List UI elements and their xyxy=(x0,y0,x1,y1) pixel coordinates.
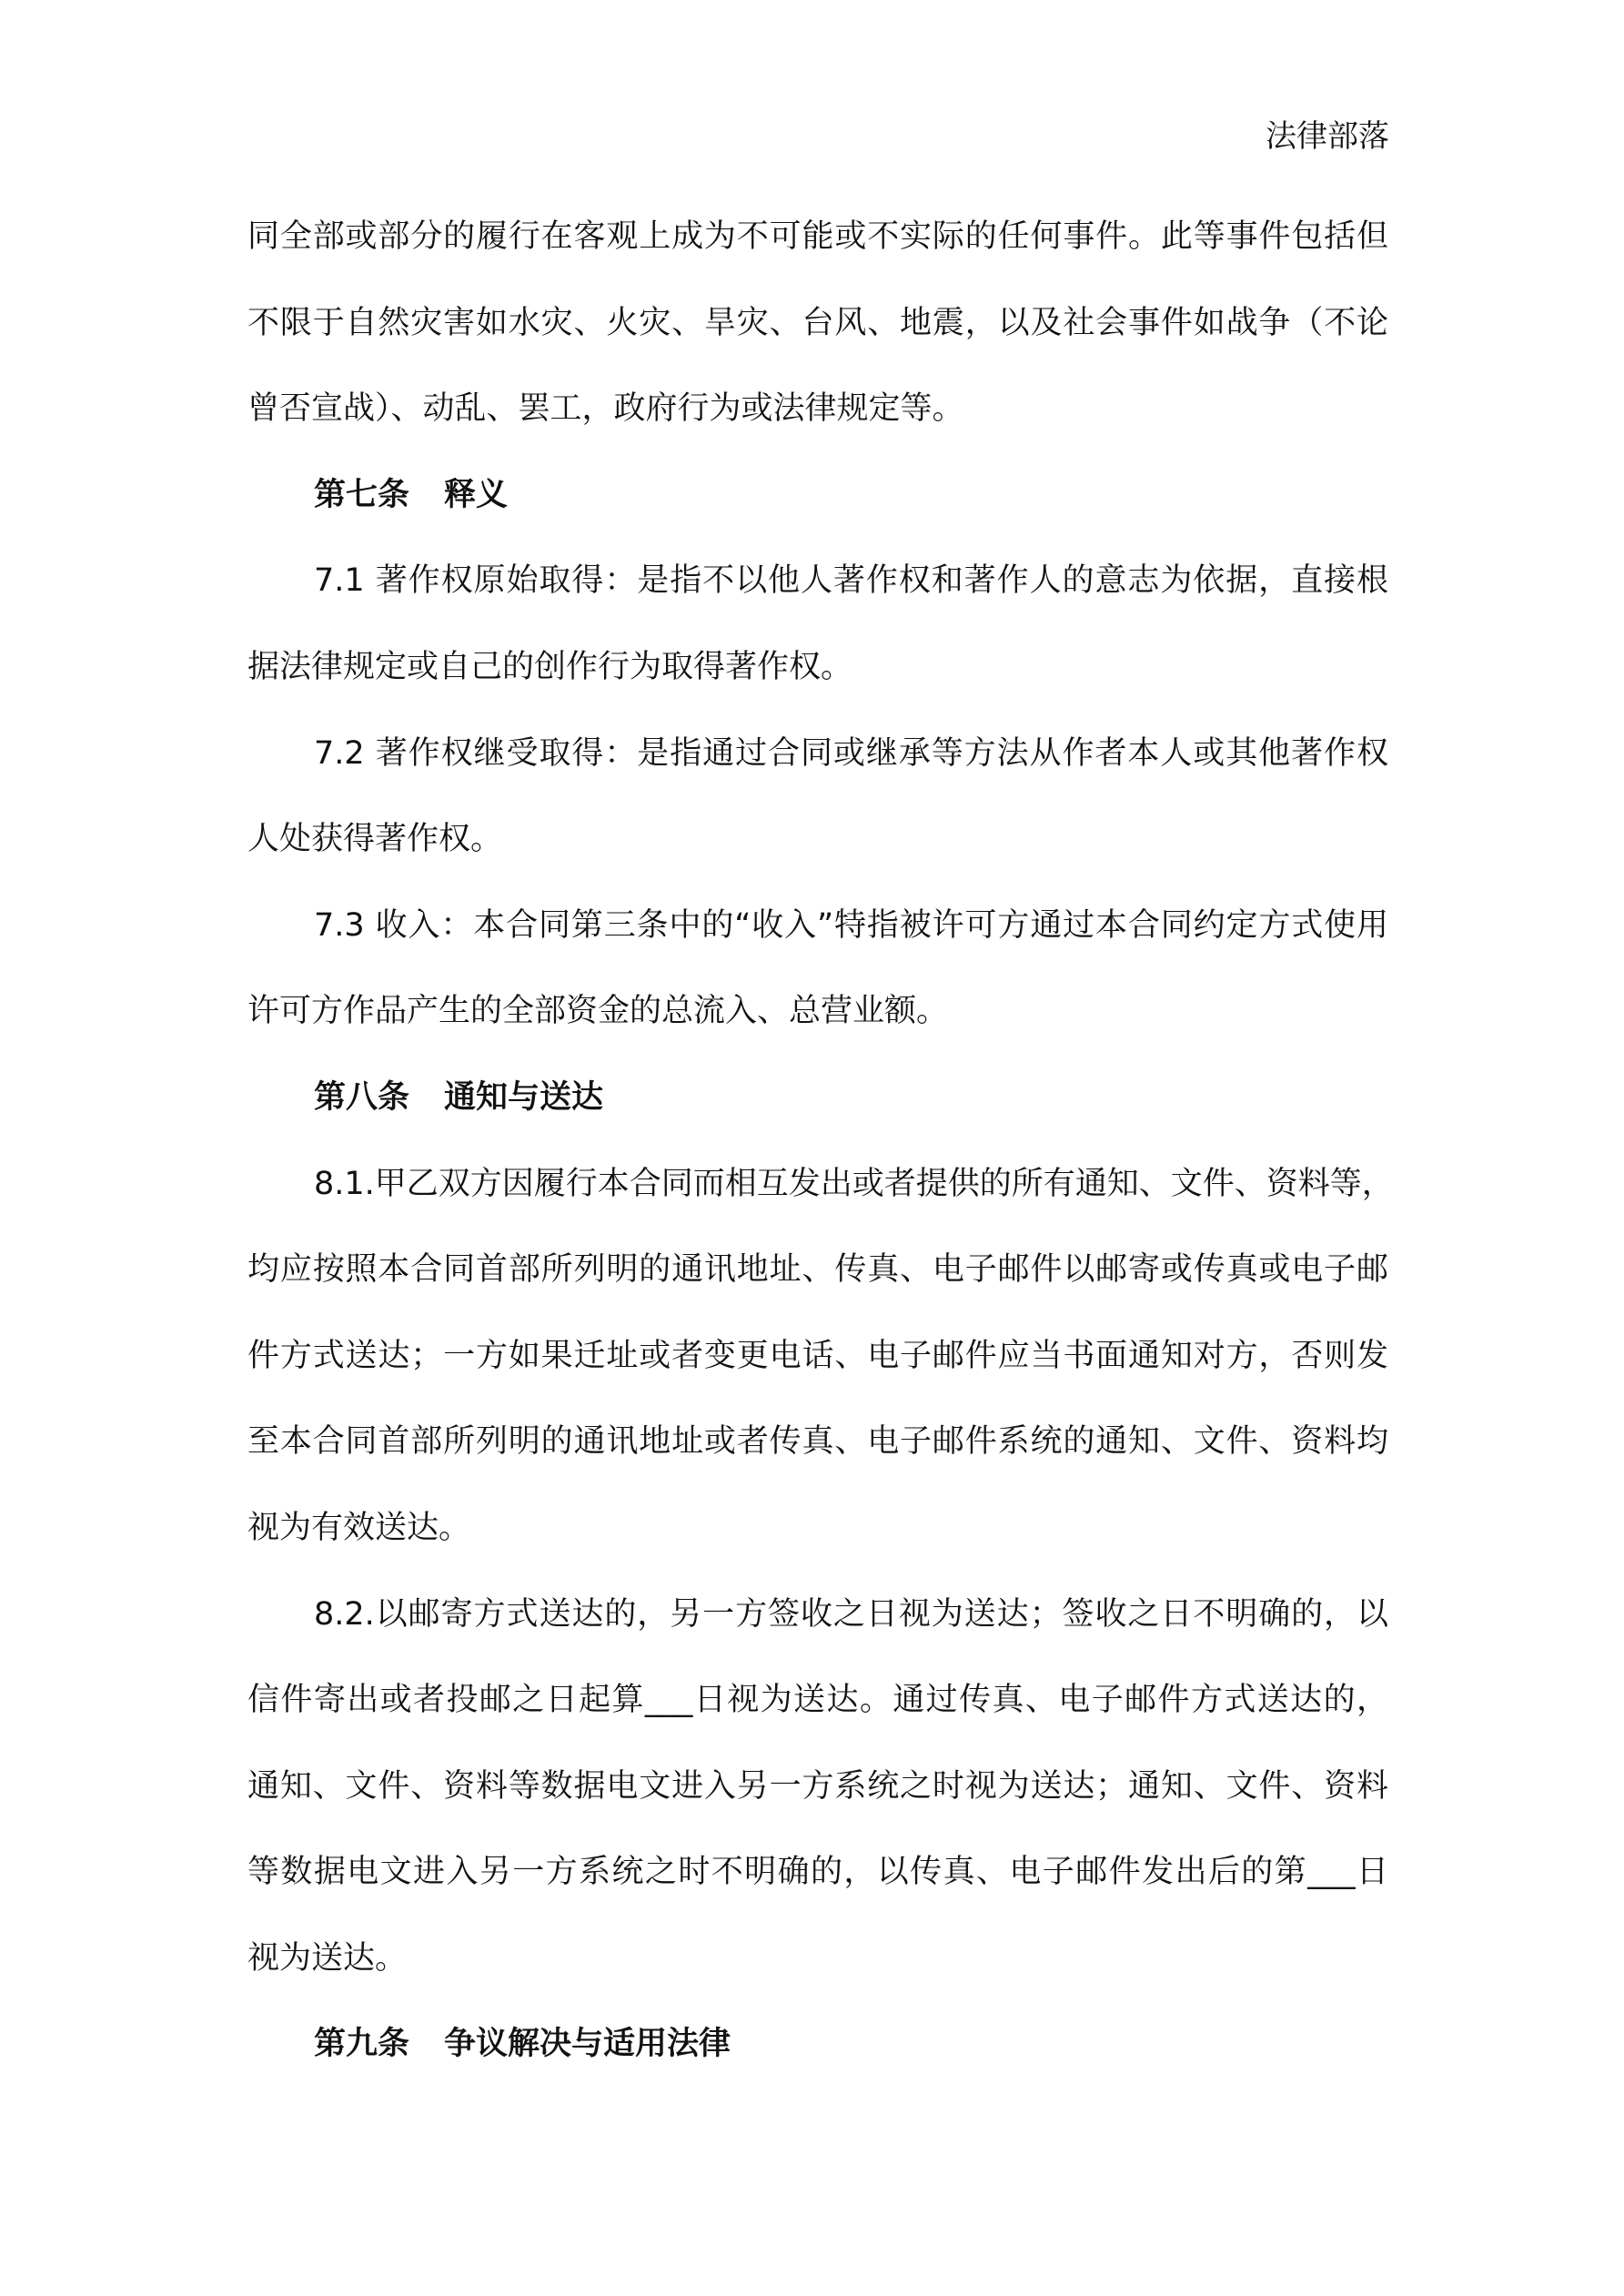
paragraph-line: 8.2.以邮寄方式送达的，另一方签收之日视为送达；签收之日不明确的，以 xyxy=(314,1595,1388,1633)
paragraph-line: 件方式送达；一方如果迁址或者变更电话、电子邮件应当书面通知对方，否则发 xyxy=(247,1337,1388,1374)
section-heading xyxy=(247,1055,1388,1141)
paragraph-line: 信件寄出或者投邮之日起算___日视为送达。通过传真、电子邮件方式送达的， xyxy=(247,1682,1388,1719)
paragraph-line: 视为有效送达。 xyxy=(247,1509,471,1546)
paragraph-line: 据法律规定或自己的创作行为取得著作权。 xyxy=(247,648,853,685)
paragraph xyxy=(247,1572,1388,2002)
paragraph-line: 均应按照本合同首部所列明的通讯地址、传真、电子邮件以邮寄或传真或电子邮 xyxy=(247,1251,1388,1289)
paragraph xyxy=(247,194,1388,452)
paragraph-line: 许可方作品产生的全部资金的总流入、总营业额。 xyxy=(247,993,949,1030)
section-title: 争议解决与适用法律 xyxy=(444,2026,731,2063)
section-title: 通知与送达 xyxy=(444,1078,604,1116)
paragraph-line: 不限于自然灾害如水灾、火灾、旱灾、台风、地震，以及社会事件如战争（不论 xyxy=(247,304,1388,341)
section-heading xyxy=(247,452,1388,539)
page-header-brand: 法律部落 xyxy=(1266,118,1389,155)
paragraph-line: 人处获得著作权。 xyxy=(247,821,503,858)
section-number: 第八条 xyxy=(314,1078,410,1116)
paragraph xyxy=(247,1141,1394,1572)
paragraph xyxy=(247,711,1388,883)
document-body xyxy=(247,194,1394,2088)
paragraph-line: 视为送达。 xyxy=(247,1939,408,1977)
paragraph-line: 通知、文件、资料等数据电文进入另一方系统之时视为送达；通知、文件、资料 xyxy=(247,1767,1388,1805)
paragraph-line: 等数据电文进入另一方系统之时不明确的，以传真、电子邮件发出后的第___日 xyxy=(247,1854,1388,1891)
paragraph xyxy=(247,538,1388,710)
section-number: 第七条 xyxy=(314,476,410,513)
paragraph-line: 7.3 收入：本合同第三条中的“收入”特指被许可方通过本合同约定方式使用 xyxy=(314,906,1388,944)
paragraph-line: 曾否宣战）、动乱、罢工，政府行为或法律规定等。 xyxy=(247,390,964,428)
section-number: 第九条 xyxy=(314,2026,410,2063)
paragraph-line: 至本合同首部所列明的通讯地址或者传真、电子邮件系统的通知、文件、资料均 xyxy=(247,1423,1388,1461)
section-title: 释义 xyxy=(444,476,509,513)
paragraph-line: 同全部或部分的履行在客观上成为不可能或不实际的任何事件。此等事件包括但 xyxy=(247,218,1388,255)
paragraph xyxy=(247,883,1388,1055)
paragraph-line: 7.1 著作权原始取得：是指不以他人著作权和著作人的意志为依据，直接根 xyxy=(314,562,1388,600)
paragraph-line: 7.2 著作权继受取得：是指通过合同或继承等方法从作者本人或其他著作权 xyxy=(314,734,1388,772)
section-heading xyxy=(247,2001,1388,2088)
paragraph-line: 8.1.甲乙双方因履行本合同而相互发出或者提供的所有通知、文件、资料等， xyxy=(314,1165,1394,1202)
